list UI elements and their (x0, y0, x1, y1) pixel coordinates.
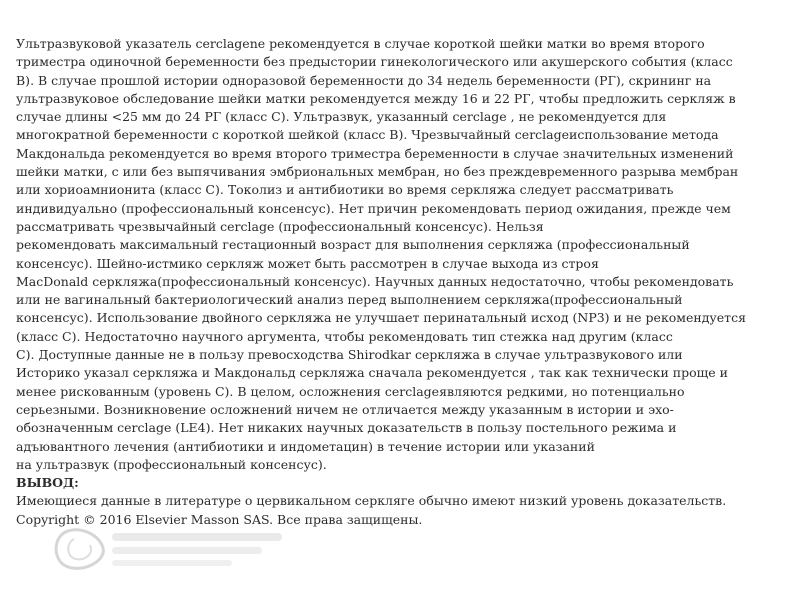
body-line: шейки матки, с или без выпячивания эмбриональных мембран, но без преждевременного разрыва мембран (16, 164, 739, 180)
body-line: случае длины <25 мм до 24 PГ (класс C). Ультразвук, указанный cerclage , не рекомендуется для (16, 109, 667, 125)
body-line: MacDonald серкляжа(профессиональный консенсус). Научных данных недостаточно, чтобы рекомендовать (16, 273, 734, 289)
body-line: обозначенным cerclage (LE4). Нет никаких научных доказательств в пользу постельного режима и (16, 420, 677, 436)
body-line: B). В случае прошлой истории одноразовой беременности до 34 недель беременности (PГ), скрининг на (16, 72, 712, 88)
conclusion-line: Имеющиеся данные в литературе о цервикальном серкляге обычно имеют низкий уровень доказательств. (16, 493, 727, 509)
body-line: индивидуально (профессиональный консенсус). Нет причин рекомендовать период ожидания, прежде чем (16, 200, 731, 216)
conclusion-heading: ВЫВОД: (16, 475, 79, 491)
body-line: триместра одиночной беременности без предыстории гинекологического или акушерского события (класс (16, 54, 733, 70)
body-line: многократной беременности с короткой шейкой (класс B). Чрезвычайный cerclageиспользование метода (16, 127, 719, 143)
body-line: консенсус). Использование двойного серкляжа не улучшает перинатальный исход (NP3) и не рекомендуется (16, 310, 746, 326)
body-line: Макдональда рекомендуется во время второго триместра беременности в случае значительных изменений (16, 145, 734, 161)
body-line: или хориоамнионита (класс C). Токолиз и антибиотики во время серкляжа следует рассматривать (16, 182, 674, 198)
body-line: Историко указал серкляжа и Макдональд серкляжа сначала рекомендуется , так как технически проще и (16, 365, 728, 381)
body-line: рассматривать чрезвычайный cerclage (профессиональный консенсус). Нельзя (16, 218, 544, 234)
body-line: или не вагинальный бактериологический анализ перед выполнением серкляжа(профессиональный (16, 292, 683, 308)
body-line: Ультразвуковой указатель cerclagene рекомендуется в случае короткой шейки матки во время второго (16, 36, 705, 51)
body-line: C). Доступные данные не в пользу превосходства Shirodkar серкляжа в случае ультразвукового или (16, 347, 683, 363)
watermark-logo-icon (50, 525, 300, 573)
body-line: менее рискованным (уровень C). В целом, осложнения cerclageявляются редкими, но потенциально (16, 383, 685, 399)
body-line: серьезными. Возникновение осложнений ничем не отличается между указанным в истории и эхо- (16, 401, 674, 417)
body-line: рекомендовать максимальный гестационный возраст для выполнения серкляжа (профессиональный (16, 237, 690, 253)
body-line: (класс C). Недостаточно научного аргумента, чтобы рекомендовать тип стежка над другим (класс (16, 328, 673, 344)
body-line: ультразвуковое обследование шейки матки рекомендуется между 16 и 22 PГ, чтобы предложить серкляж в (16, 90, 736, 106)
body-line: адъювантного лечения (антибиотики и индометацин) в течение истории или указаний (16, 438, 595, 454)
body-line: на ультразвук (профессиональный консенсус). (16, 456, 327, 472)
body-line: консенсус). Шейно-истмико серкляж может быть рассмотрен в случае выхода из строя (16, 255, 599, 271)
document-text (16, 35, 788, 529)
copyright-line: Copyright © 2016 Elsevier Masson SAS. Все права защищены. (16, 511, 423, 527)
